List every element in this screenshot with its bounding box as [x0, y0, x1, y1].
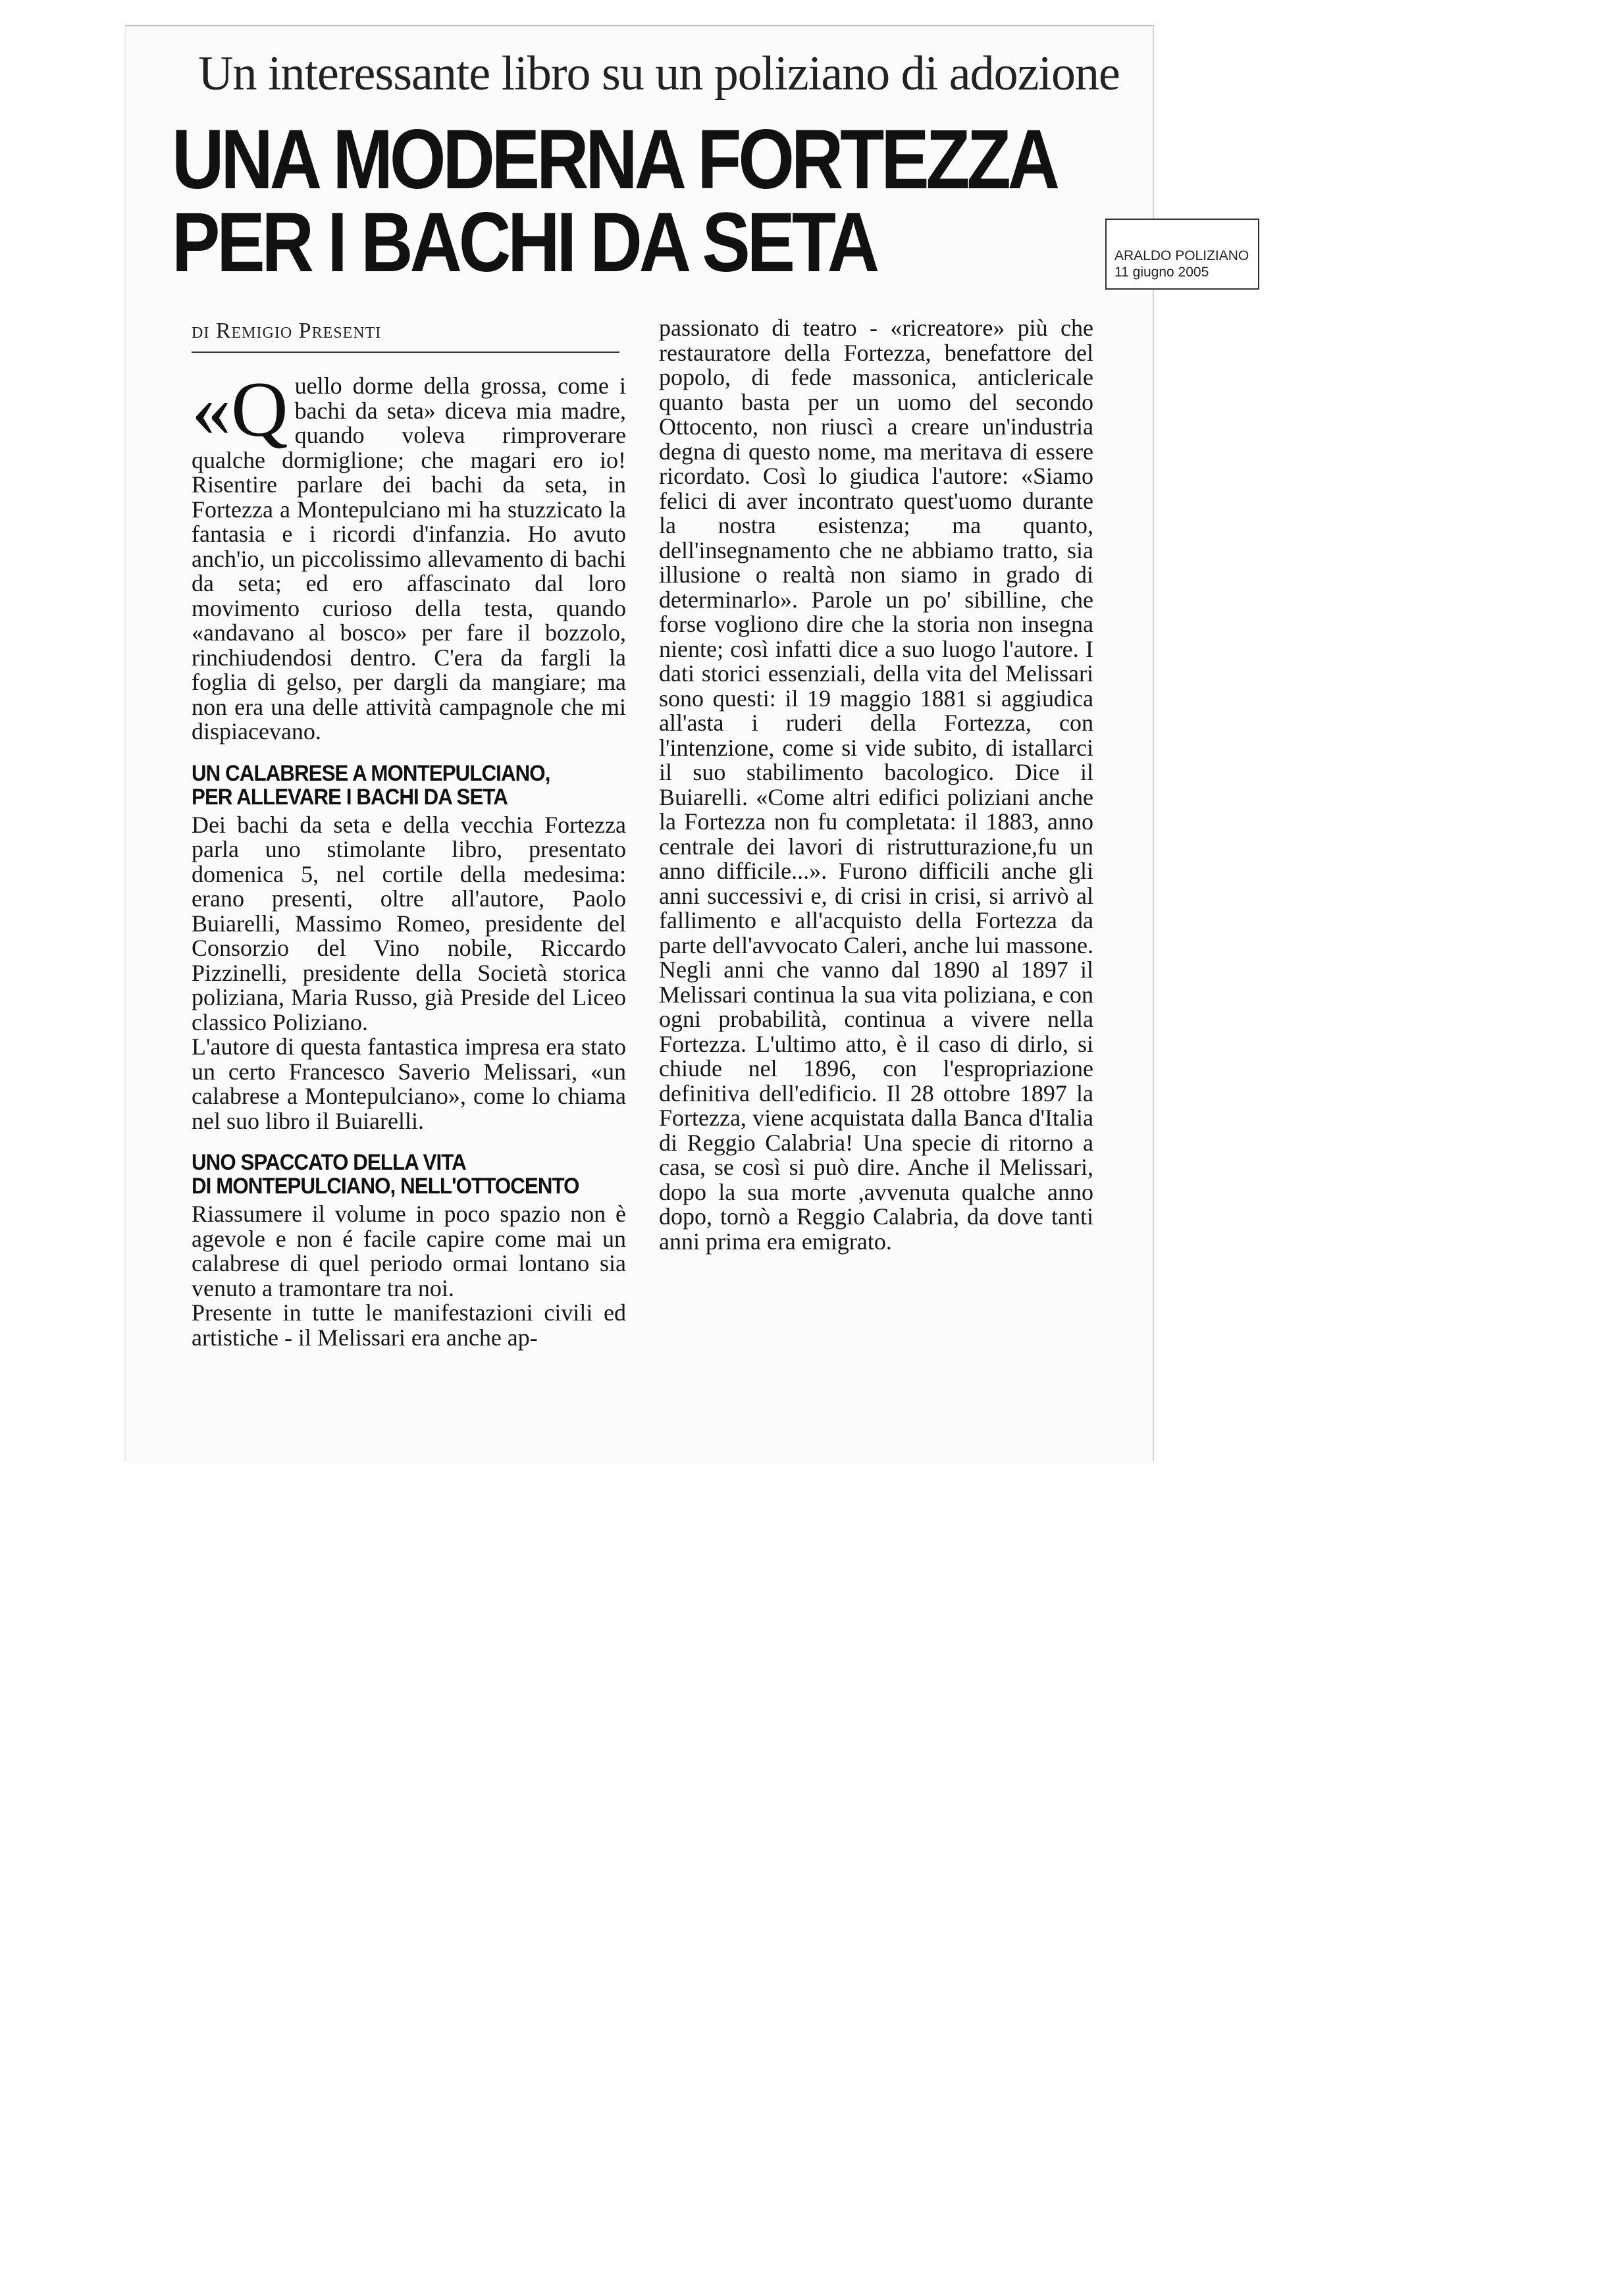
intro-paragraph — [192, 365, 626, 744]
byline-author: Remigio Presenti — [215, 319, 382, 343]
subhead-calabrese: UN CALABRESE A MONTEPULCIANO, PER ALLEVARE I BACHI DA SETA — [192, 760, 550, 810]
byline-prefix: di — [192, 319, 210, 343]
source-label — [1105, 219, 1259, 290]
section1-paragraph-1: Dei bachi da seta e della vecchia Fortezza parla uno stimolante libro, presentato domenica 5, nel cortile della medesima: erano presenti, oltre all'autore, Paolo Buiarelli, Massimo Romeo, presidente del Consorzio del Vino nobile, Riccardo Pizzinelli, presidente della Società storica poliziana, Maria Russo, già Preside del Liceo classico Poliziano. — [192, 811, 626, 1035]
headline-line-1: UNA MODERNA FORTEZZA — [172, 113, 1057, 207]
section2-paragraph-2-continued: passionato di teatro - «ricreatore» più che restauratore della Fortezza, benefattore del popolo, di fede massonica, anticlericale quanto basta per un uomo del secondo Ottocento, non riuscì a creare un'industria degna di questo nome, ma meritava di essere ricordato. Così lo giudica l'autore: «Siamo felici di aver incontrato quest'uomo durante la nostra esistenza; ma quanto, dell'insegnamento che ne abbiamo tratto, sia illusione o realtà non siamo in grado di determinarlo». Parole un po' sibilline, che forse vogliono dire che la storia non insegna niente; così infatti dice a suo luogo l'autore. I dati storici essenziali, della vita del Melissari sono questi: il 19 maggio 1881 si aggiudica all'asta i ruderi della Fortezza, con l'intenzione, come si vide subito, di istallarci il suo stabilimento bacologico. Dice il Buiarelli. «Come altri edifici poliziani anche la Fortezza non fu completata: il 1883, anno centrale dei lavori di ristrutturazione,fu un anno difficile...». Furono difficili anche gli anni successivi e, di crisi in crisi, si arrivò al fallimento e all'acquisto della Fortezza da parte dell'avvocato Caleri, anche lui massone. Negli anni che vanno dal 1890 al 1897 il Melissari continua la sua vita poliziana, e con ogni probabilità, continua a vivere nella Fortezza. L'ultimo atto, è il caso di dirlo, si chiude nel 1896, con l'espropriazione definitiva dell'edificio. Il 28 ottobre 1897 la Fortezza, viene acquistata dalla Banca d'Italia di Reggio Calabria! Una specie di ritorno a casa, se così si può dire. Anche il Melissari, dopo la sua morte ,avvenuta qualche anno dopo, tornò a Reggio Calabria, da dove tanti anni prima era emigrato. — [659, 315, 1093, 1255]
dropcap: «Q — [192, 365, 288, 453]
section1-paragraph-2: L'autore di questa fantastica impresa era stato un certo Francesco Saverio Melissari, «un calabrese a Montepulciano», come lo chiama nel suo libro il Buiarelli. — [192, 1033, 626, 1134]
newspaper-clipping — [125, 25, 1249, 1461]
article-headline — [172, 113, 1057, 290]
article-column-right — [659, 316, 1093, 1254]
article-kicker: Un interessante libro su un poliziano di adozione — [198, 47, 1120, 101]
section2-paragraph-2-start: Presente in tutte le manifestazioni civili ed artistiche - il Melissari era anche ap- — [192, 1299, 626, 1351]
byline — [192, 319, 619, 353]
intro-text: uello dorme della grossa, come i bachi da seta» diceva mia madre, quando voleva rimproverare qualche dormiglione; che magari ero io! Risentire parlare dei bachi da seta, in Fortezza a Montepulciano mi ha stuzzicato la fantasia e i ricordi d'infanzia. Ho avuto anch'io, un piccolissimo allevamento di bachi da seta; ed ero affascinato dal loro movimento curioso della testa, quando «andavano al bosco» per fare il bozzolo, rinchiudendosi dentro. C'era da fargli la foglia di gelso, per dargli da mangiare; ma non era una delle attività campagnole che mi dispiacevano. — [192, 373, 626, 744]
source-date: 11 giugno 2005 — [1114, 265, 1209, 280]
source-publication: ARALDO POLIZIANO — [1114, 248, 1249, 263]
section2-paragraph-1: Riassumere il volume in poco spazio non è agevole e non é facile capire come mai un calabrese di quel periodo ormai lontano sia venuto a tramontare tra noi. — [192, 1201, 626, 1301]
subhead-spaccato: UNO SPACCATO DELLA VITA DI MONTEPULCIANO, NELL'OTTOCENTO — [192, 1150, 579, 1199]
article-column-left — [192, 365, 626, 1351]
headline-line-2: PER I BACHI DA SETA — [172, 196, 877, 290]
